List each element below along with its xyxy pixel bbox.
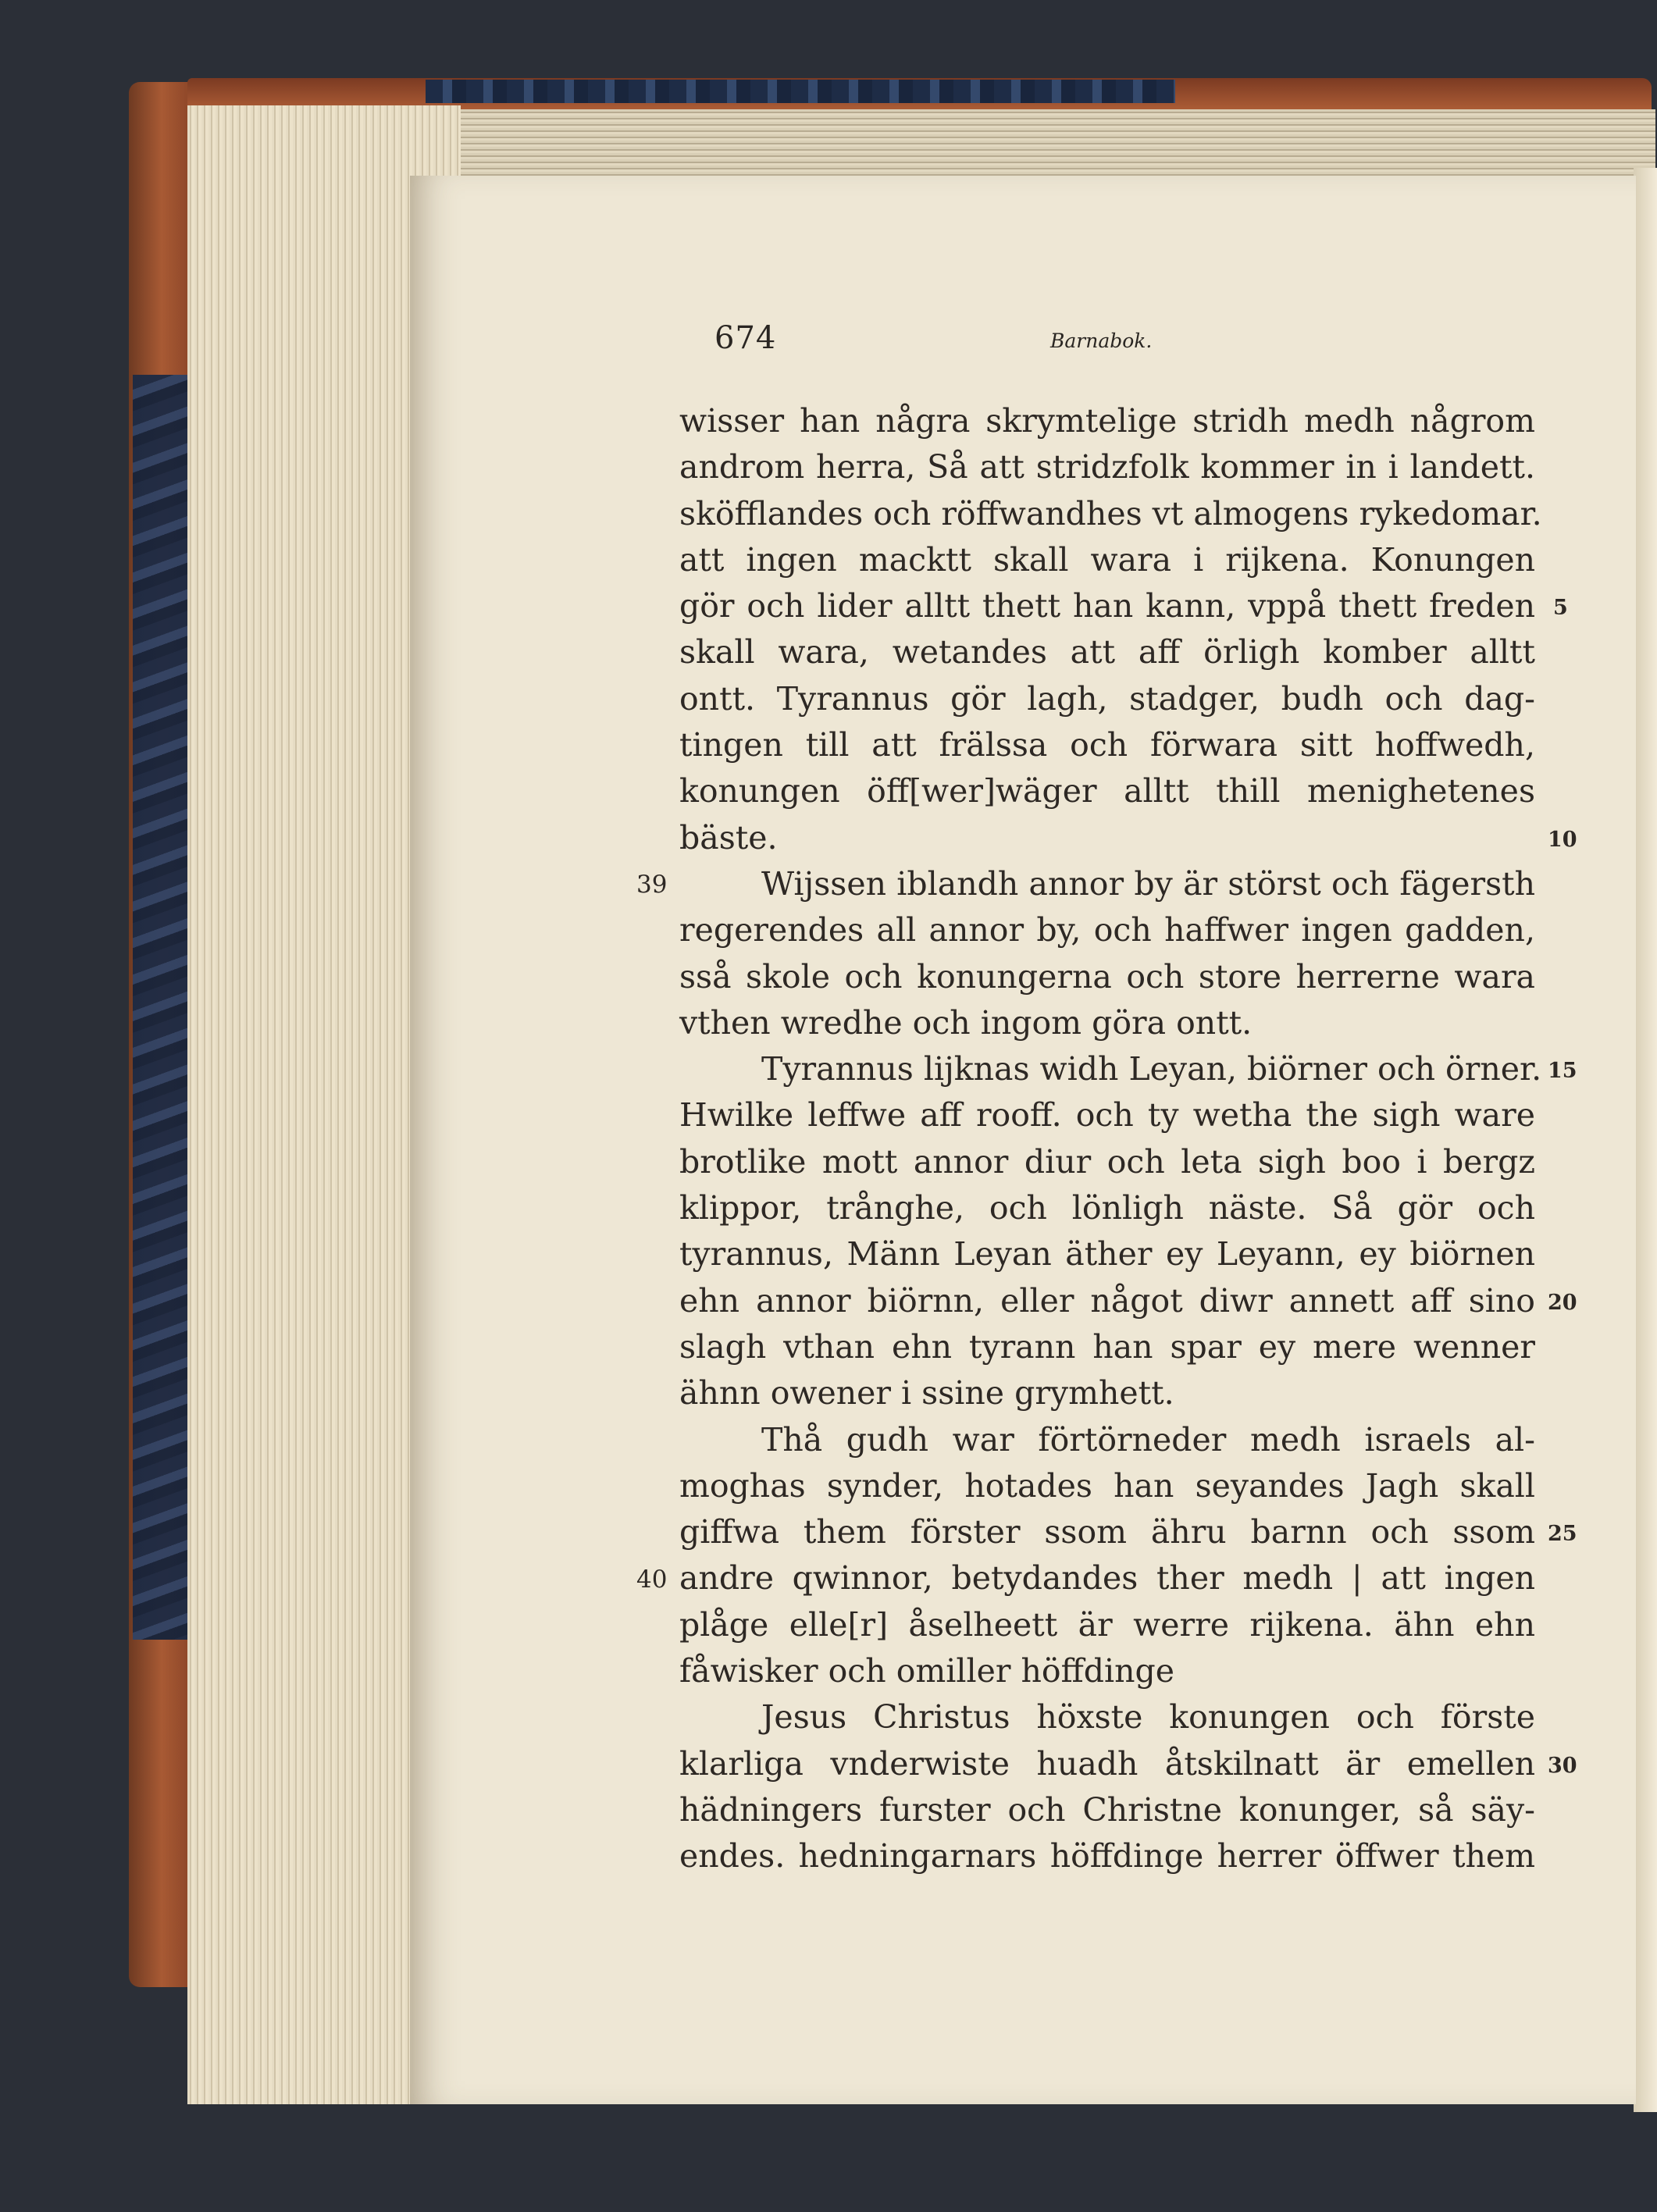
line-number: 20 [1548,1290,1577,1315]
text-line: Thå gudh war förtörneder medh israels al- [761,1420,1535,1459]
text-line: klippor, trånghe, och lönligh näste. Så gör och [679,1189,1535,1227]
text-line: skall wara, wetandes att aff örligh komber alltt [679,633,1535,671]
text-line: vthen wredhe och ingom göra ontt. [679,1003,1253,1042]
text-line: plåge elle[r] åselheett är werre rijkena. ähn ehn [679,1605,1535,1644]
text-line: slagh vthan ehn tyrann han spar ey mere wenner [679,1327,1535,1366]
text-line: Jesus Christus höxste konungen och förste [761,1698,1535,1736]
text-line: moghas synder, hotades han seyandes Jagh skall [679,1466,1535,1505]
book-cover-cloth [133,375,195,1640]
line-number: 5 [1553,596,1568,621]
text-body [679,398,1542,1880]
text-line: sså skole och konungerna och store herrerne wara [679,957,1535,996]
text-line: bäste. [679,818,778,857]
text-line: andre qwinnor, betydandes ther medh | att ingen [679,1559,1535,1598]
text-line: att ingen macktt skall wara i rijkena. Konungen [679,540,1535,579]
text-line: hädningers furster och Christne konunger, så säy- [679,1790,1535,1829]
text-line: ähnn owener i ssine grymhett. [679,1374,1174,1412]
text-line: androm herra, Så att stridzfolk kommer in i landett. [679,448,1535,486]
line-number: 10 [1548,827,1577,852]
section-number: 40 [636,1565,668,1594]
text-line: sköfflandes och röffwandhes vt almogens rykedomar. [679,494,1542,533]
book-cover-top-cloth [426,80,1175,103]
line-number: 15 [1548,1059,1577,1084]
text-line: Wijssen iblandh annor by är störst och fägersth [761,864,1535,903]
running-title: Barnabok. [1050,329,1153,352]
page-number: 674 [714,320,777,356]
text-line: regerendes all annor by, och haffwer ingen gadden, [679,911,1535,949]
text-line: Tyrannus lijknas widh Leyan, biörner och örner. [761,1050,1542,1088]
text-line: ontt. Tyrannus gör lagh, stadger, budh och dag- [679,679,1535,718]
text-line: konungen öff[wer]wäger alltt thill menighetenes [679,772,1535,810]
text-line: giffwa them förster ssom ähru barnn och ssom [679,1513,1535,1551]
text-line: gör och lider alltt thett han kann, vppå thett freden [679,587,1535,625]
text-line: fåwisker och omiller höffdinge [679,1652,1174,1690]
text-line: Hwilke leffwe aff rooff. och ty wetha the sigh ware [679,1096,1535,1134]
line-number: 30 [1548,1753,1577,1778]
text-line: tyrannus, Männ Leyan äther ey Leyann, ey biörnen [679,1235,1535,1273]
text-line: endes. hedningarnars höffdinge herrer öffwer them [679,1837,1535,1875]
text-line: tingen till att frälssa och förwara sitt hoffwedh, [679,726,1535,764]
text-line: brotlike mott annor diur och leta sigh boo i bergz [679,1142,1535,1181]
page-edges-right [1634,168,1657,2112]
section-number: 39 [636,871,668,899]
text-line: klarliga vnderwiste huadh åtskilnatt är emellen [679,1744,1535,1783]
text-line: ehn annor biörnn, eller något diwr annett aff sino [679,1281,1535,1320]
text-line: wisser han några skrymtelige stridh medh någrom [679,402,1535,440]
line-number: 25 [1548,1522,1577,1547]
